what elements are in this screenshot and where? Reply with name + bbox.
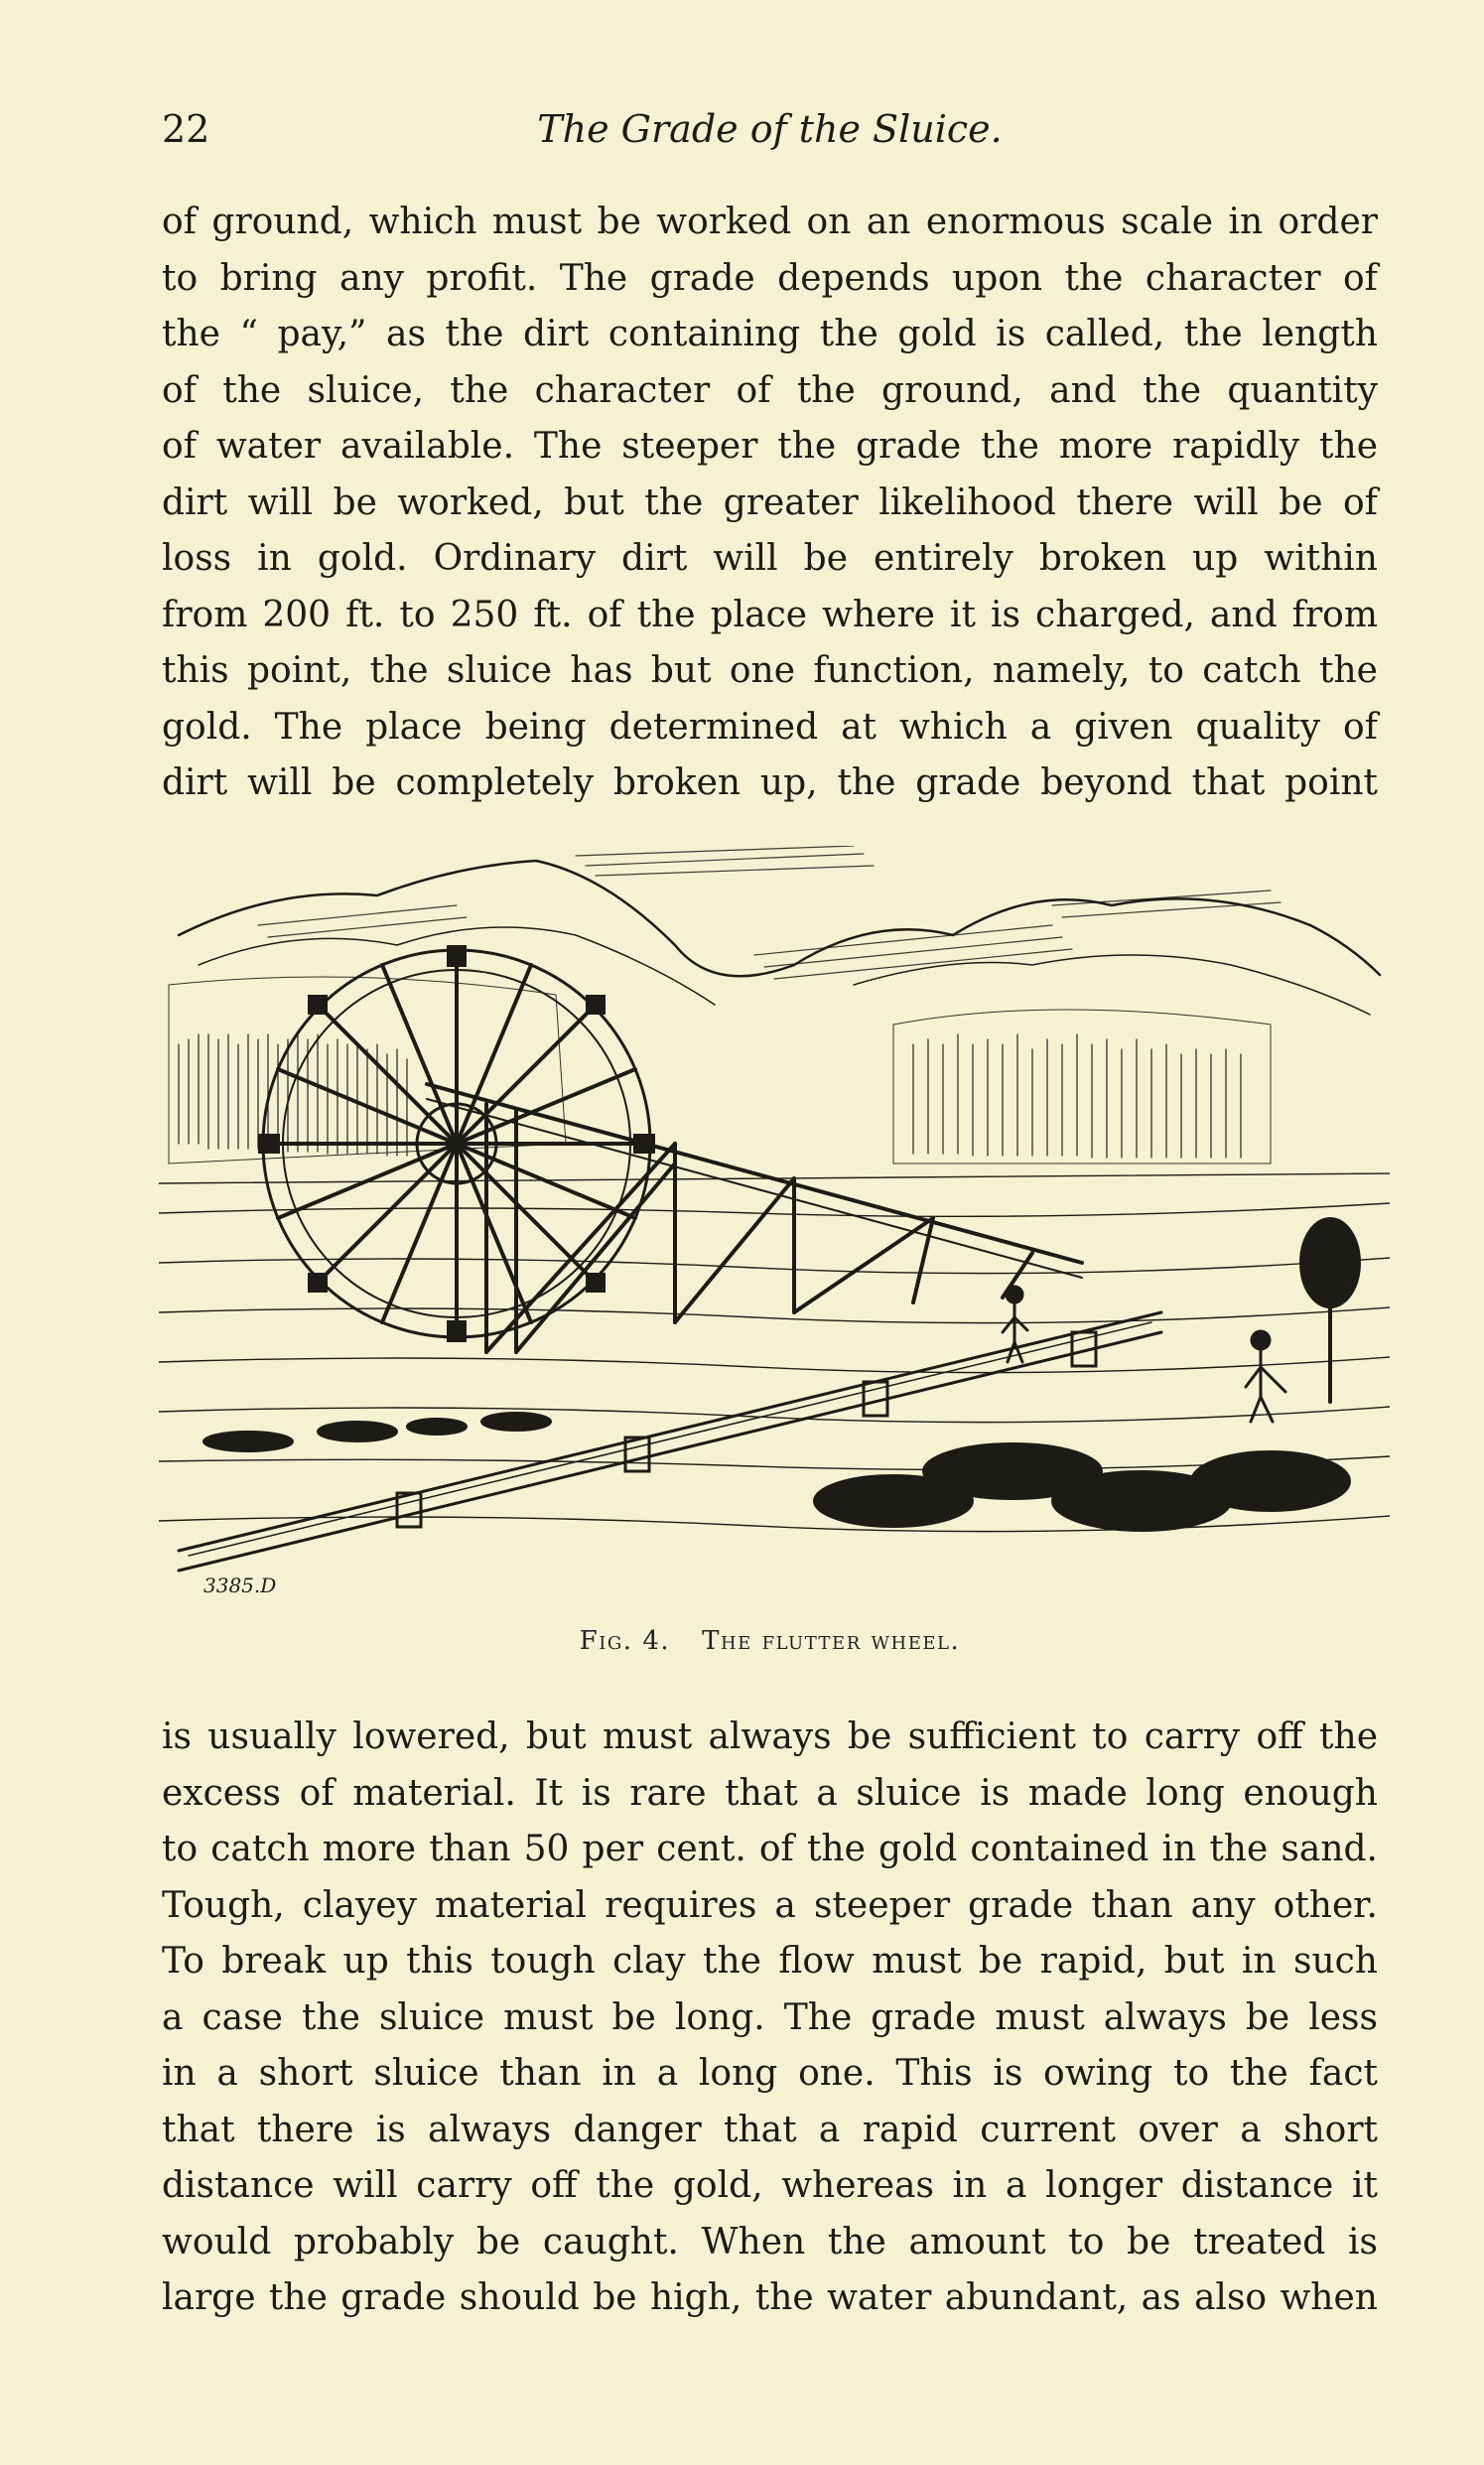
mountain-range [179,861,1380,976]
text-line: the “ pay,” as the dirt containing the gold is called, the length [162,314,1378,354]
figure-label: Fig. 4. [579,1626,671,1656]
text-line: gold. The place being determined at which a given quality of [162,706,1378,748]
text-line: dirt will be worked, but the greater likelihood there will be of [162,481,1378,523]
text-line: Tough, clayey material requires a steeper grade than any other. [162,1884,1378,1926]
engraving-svg [159,846,1390,1610]
text-line: large the grade should be high, the water abundant, as also when [162,2277,1378,2318]
running-head [162,107,1378,157]
text-line: a case the sluice must be long. The grade must always be less [162,1996,1378,2038]
text-line: of the sluice, the character of the ground, and the quantity [162,369,1378,411]
text-line: from 200 ft. to 250 ft. of the place where it is charged, and from [162,594,1378,635]
engraver-mark: 3385.D [203,1574,277,1597]
text-line: of water available. The steeper the grade the more rapidly the [162,426,1378,467]
text-line: in a short sluice than in a long one. This is owing to the fact [162,2053,1378,2094]
text-line: to bring any profit. The grade depends upon the character of [162,257,1378,299]
flutter-wheel [258,945,655,1342]
text-line: that there is always danger that a rapid current over a short [162,2109,1378,2150]
text-line: distance will carry off the gold, whereas in a longer distance it [162,2165,1378,2206]
body-text-bottom [162,1710,1378,2327]
text-line: would probably be caught. When the amount to be treated is [162,2221,1378,2262]
figure-title: The flutter wheel. [702,1626,961,1656]
body-text-top [162,195,1378,812]
text-line: dirt will be completely broken up, the grade beyond that point [162,762,1378,803]
text-line: of ground, which must be worked on an enormous scale in order [162,202,1378,242]
figure-caption [162,1626,1378,1656]
text-line: this point, the sluice has but one function, namely, to catch the [162,650,1378,691]
text-line: is usually lowered, but must always be sufficient to carry off the [162,1716,1378,1757]
text-line: To break up this tough clay the flow must be rapid, but in such [162,1941,1378,1982]
running-title: The Grade of the Sluice. [537,107,1003,151]
flutter-wheel-illustration [159,846,1390,1610]
text-line: excess of material. It is rare that a sluice is made long enough [162,1772,1378,1814]
miner-figures [1003,1287,1285,1422]
text-line: loss in gold. Ordinary dirt will be entirely broken up within [162,538,1378,579]
text-line: to catch more than 50 per cent. of the gold contained in the sand. [162,1829,1378,1869]
page-number: 22 [162,107,210,151]
